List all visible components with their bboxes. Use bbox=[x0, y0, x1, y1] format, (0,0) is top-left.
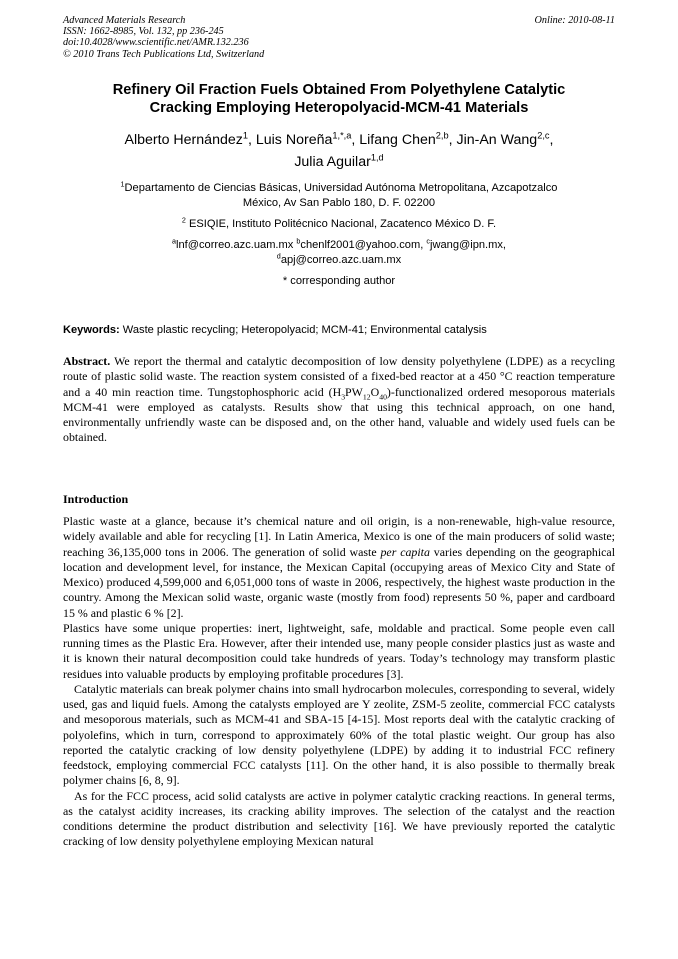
author-sup: 1,d bbox=[370, 152, 384, 163]
author-list bbox=[40, 129, 638, 173]
author-sup: 2,b bbox=[435, 130, 449, 141]
email-a: lnf@correo.azc.uam.mx bbox=[176, 239, 297, 251]
email-c: jwang@ipn.mx, bbox=[430, 239, 507, 251]
authors-line-1: Alberto Hernández$^1$, Luis Noreña$^{1,*,a}$, Lifang Chen$^{2,b}$, Jin-An Wang$^{2,c}$, bbox=[124, 130, 554, 148]
doi: doi:10.4028/www.scientific.net/AMR.132.236 bbox=[63, 37, 249, 49]
issn: ISSN: 1662-8985, Vol. 132, pp 236-245 bbox=[63, 26, 224, 38]
paper-title bbox=[40, 81, 638, 117]
abstract: Abstract. We report the thermal and catalytic decomposition of low density polyethylene (LDPE) as a recycling route of plastic solid waste. The reaction system consisted of a fixed-bed reactor at a 450 °C reaction temperature and a 40 min reaction time. Tungstophosphoric acid $(H_3PW_{12}O_{40})$-functionalized ordered mesoporous materials MCM-41 were employed as catalysts. Results show that using this technical approach, on one hand, environmentally unfriendly waste can be disposed and, on the other hand, valuable and widely used fuels can be obtained. bbox=[63, 354, 615, 445]
author-sup: 1 bbox=[242, 130, 248, 141]
copyright: © 2010 Trans Tech Publications Ltd, Switzerland bbox=[63, 48, 265, 60]
keywords-text: Waste plastic recycling; Heteropolyacid; MCM-41; Environmental catalysis bbox=[119, 324, 487, 336]
author-name: Luis Noreña bbox=[255, 132, 333, 148]
intro-paragraph-4: As for the FCC process, acid solid catalysts are active in polymer catalytic cracking reactions. In general terms, as the catalyst acidity increases, its cracking ability improves. The selection of the catalyst and the reaction conditions determine the product distribution and selectivity [16]. We have previously reported the catalytic cracking of low density polyethylene employing Mexican natural bbox=[63, 788, 615, 849]
title-line-2: Cracking Employing Heteropolyacid-MCM-41 Materials bbox=[149, 100, 529, 116]
email-d: apj@correo.azc.uam.mx bbox=[280, 254, 402, 266]
affiliation-1: $^1$Departamento de Ciencias Básicas, Universidad Autónoma Metropolitana, Azcapotzalco México, Av San Pablo 180, D. F. 02200 bbox=[120, 179, 558, 209]
online-date: Online: 2010-08-11 bbox=[534, 15, 615, 26]
intro-paragraph-1: Plastic waste at a glance, because it’s chemical nature and oil origin, is a non-renewable, high-value resource, widely available and able for recycling [1]. In Latin America, Mexico is one of the main producers of solid waste; reaching 36,135,000 tons in 2006. The generation of solid waste per capita varies depending on the geographical location and development level, for instance, the Mexican Capital (occupying areas of Mexico City and State of Mexico) produced 4,599,000 and 6,051,000 tons of waste in 2006, respectively, the highest waste production in the country. Among the Mexican solid waste, organic waste (mostly from food) represents 50 %, paper and cardboard 15 % and plastic 6 % [2]. bbox=[63, 514, 615, 620]
authors-line-2 bbox=[40, 151, 638, 173]
author-name: Julia Aguilar bbox=[294, 154, 371, 170]
keywords-label: Keywords: bbox=[63, 324, 120, 336]
intro-paragraph-2: Plastics have some unique properties: inert, lightweight, safe, moldable and practical. Some people even call running times as the Plastic Era. However, after their intended use, many people consider plastics just as waste and it is known their natural decomposition could take hundreds of years. Today’s technology may transform plastic residues into valuable products by employing profitable procedures [3]. bbox=[63, 620, 615, 681]
intro-paragraph-3: Catalytic materials can break polymer chains into small hydrocarbon molecules, corresponding to several, widely used, gas and liquid fuels. Among the catalysts employed are Y zeolite, ZSM-5 zeolite, commercial FCC catalysts and mesoporous materials, such as MCM-41 and SBA-15 [4-15]. Most reports deal with the catalytic cracking of polyolefins, which in turn, correspond to approximately 60% of the total plastic weight. Our group has also reported the catalytic cracking of low density polyethylene (LDPE) by adding it to industrial FCC refinery feedstock, employing commercial FCC catalysts [11]. On the other hand, it is also possible to thermally break polymer chains [6, 8, 9]. bbox=[63, 681, 615, 788]
email-b: chenlf2001@yahoo.com, bbox=[300, 239, 427, 251]
introduction-body bbox=[63, 514, 615, 850]
running-header bbox=[63, 15, 615, 60]
author-name: Jin-An Wang bbox=[456, 132, 538, 148]
journal-info bbox=[63, 15, 615, 60]
keywords bbox=[63, 323, 615, 338]
title-line-1: Refinery Oil Fraction Fuels Obtained From Polyethylene Catalytic bbox=[112, 82, 566, 98]
affiliation-2: $^2$ ESIQIE, Instituto Politécnico Nacional, Zacatenco México D. F. bbox=[181, 215, 497, 230]
author-name: Alberto Hernández bbox=[124, 132, 243, 148]
author-name: Lifang Chen bbox=[359, 132, 436, 148]
journal-name: Advanced Materials Research bbox=[63, 15, 186, 26]
section-heading-introduction: Introduction bbox=[63, 492, 129, 506]
author-sup: 1,*,a bbox=[332, 130, 352, 141]
abstract-label: Abstract. bbox=[63, 354, 111, 368]
author-sup: 2,c bbox=[537, 130, 550, 141]
corresponding-author-note: * corresponding author bbox=[282, 275, 396, 287]
author-emails: $^a$lnf@correo.azc.uam.mx $^b$chenlf2001@yahoo.com, $^c$jwang@ipn.mx, $^d$apj@correo.azc.uam.mx bbox=[171, 236, 507, 266]
